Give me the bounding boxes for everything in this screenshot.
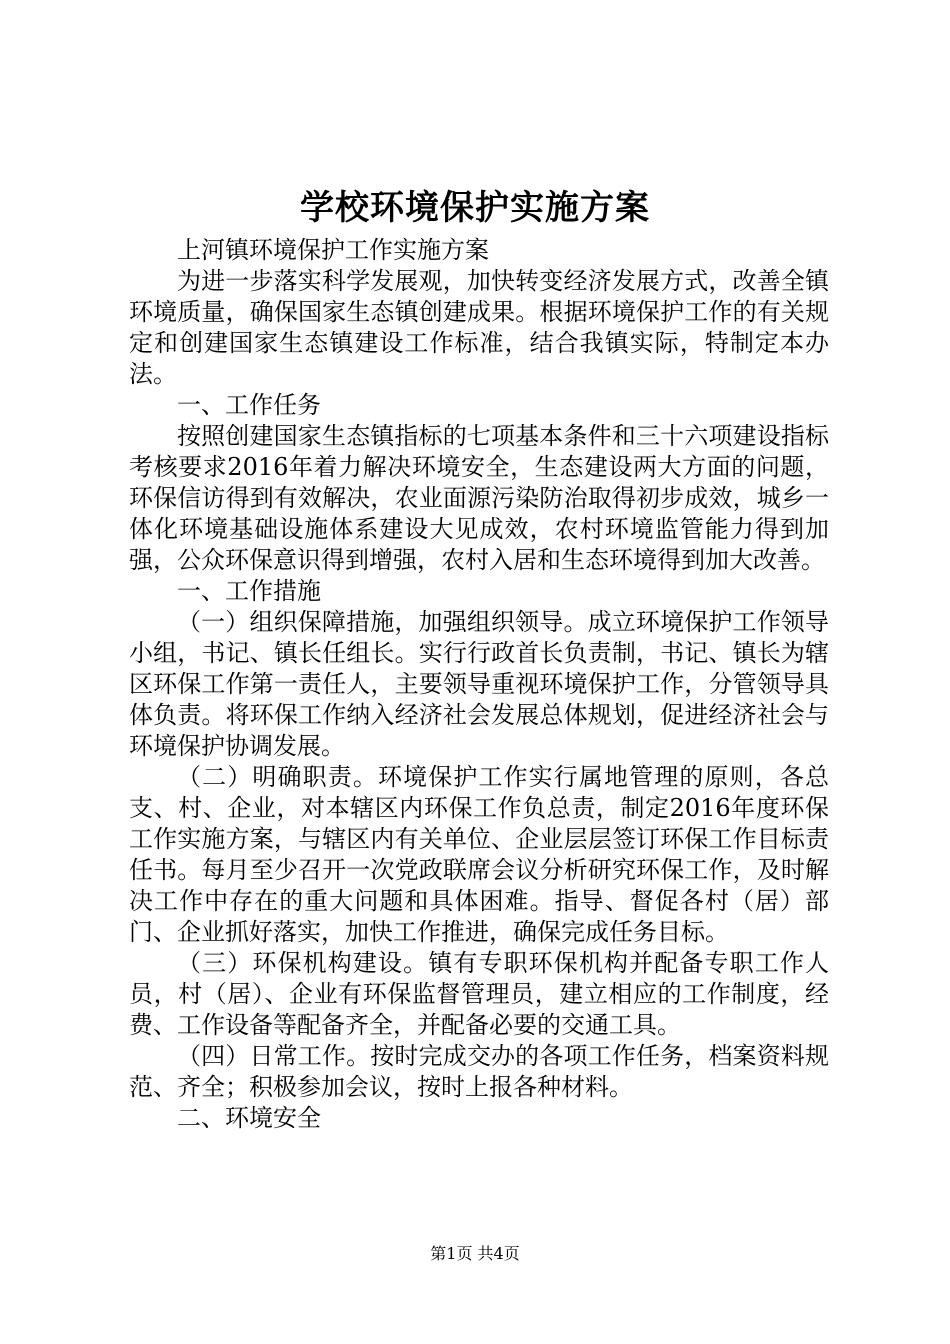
section-heading-measures: 一、工作措施 bbox=[177, 577, 321, 605]
measure-1-paragraph: （一）组织保障措施，加强组织领导。成立环境保护工作领导小组，书记、镇长任组长。实行行政首长负责制，书记、镇长为辖区环保工作第一责任人，主要领导重视环境保护工作，分管领导具体负责。将环保工作纳入经济社会发展总体规划，促进经济社会与环境保护协调发展。 bbox=[129, 608, 829, 760]
measure-3-paragraph: （三）环保机构建设。镇有专职环保机构并配备专职工作人员，村（居）、企业有环保监督管理员，建立相应的工作制度，经费、工作设备等配备齐全，并配备必要的交通工具。 bbox=[129, 949, 829, 1039]
subtitle-paragraph: 上河镇环境保护工作实施方案 bbox=[177, 236, 489, 264]
document-body bbox=[129, 235, 829, 1134]
section-heading-tasks: 一、工作任务 bbox=[177, 391, 321, 419]
document-title: 学校环境保护实施方案 bbox=[300, 188, 650, 228]
page-footer: 第1页 共4页 bbox=[430, 1244, 520, 1263]
intro-paragraph: 为进一步落实科学发展观，加快转变经济发展方式，改善全镇环境质量，确保国家生态镇创建成果。根据环境保护工作的有关规定和创建国家生态镇建设工作标准，结合我镇实际，特制定本办法。 bbox=[129, 267, 829, 388]
measure-2-paragraph: （二）明确职责。环境保护工作实行属地管理的原则，各总支、村、企业，对本辖区内环保工作负总责，制定2016年度环保工作实施方案，与辖区内有关单位、企业层层签订环保工作目标责任书。每月至少召开一次党政联席会议分析研究环保工作，及时解决工作中存在的重大问题和具体困难。指导、督促各村（居）部门、企业抓好落实，加快工作推进，确保完成任务目标。 bbox=[129, 763, 829, 946]
tasks-paragraph: 按照创建国家生态镇指标的七项基本条件和三十六项建设指标考核要求2016年着力解决环境安全，生态建设两大方面的问题，环保信访得到有效解决，农业面源污染防治取得初步成效，城乡一体化环境基础设施体系建设大见成效，农村环境监管能力得到加强，公众环保意识得到增强，农村入居和生态环境得到加大改善。 bbox=[129, 422, 829, 574]
section-heading-safety: 二、环境安全 bbox=[177, 1104, 321, 1132]
measure-4-paragraph: （四）日常工作。按时完成交办的各项工作任务，档案资料规范、齐全；积极参加会议，按时上报各种材料。 bbox=[129, 1042, 829, 1101]
